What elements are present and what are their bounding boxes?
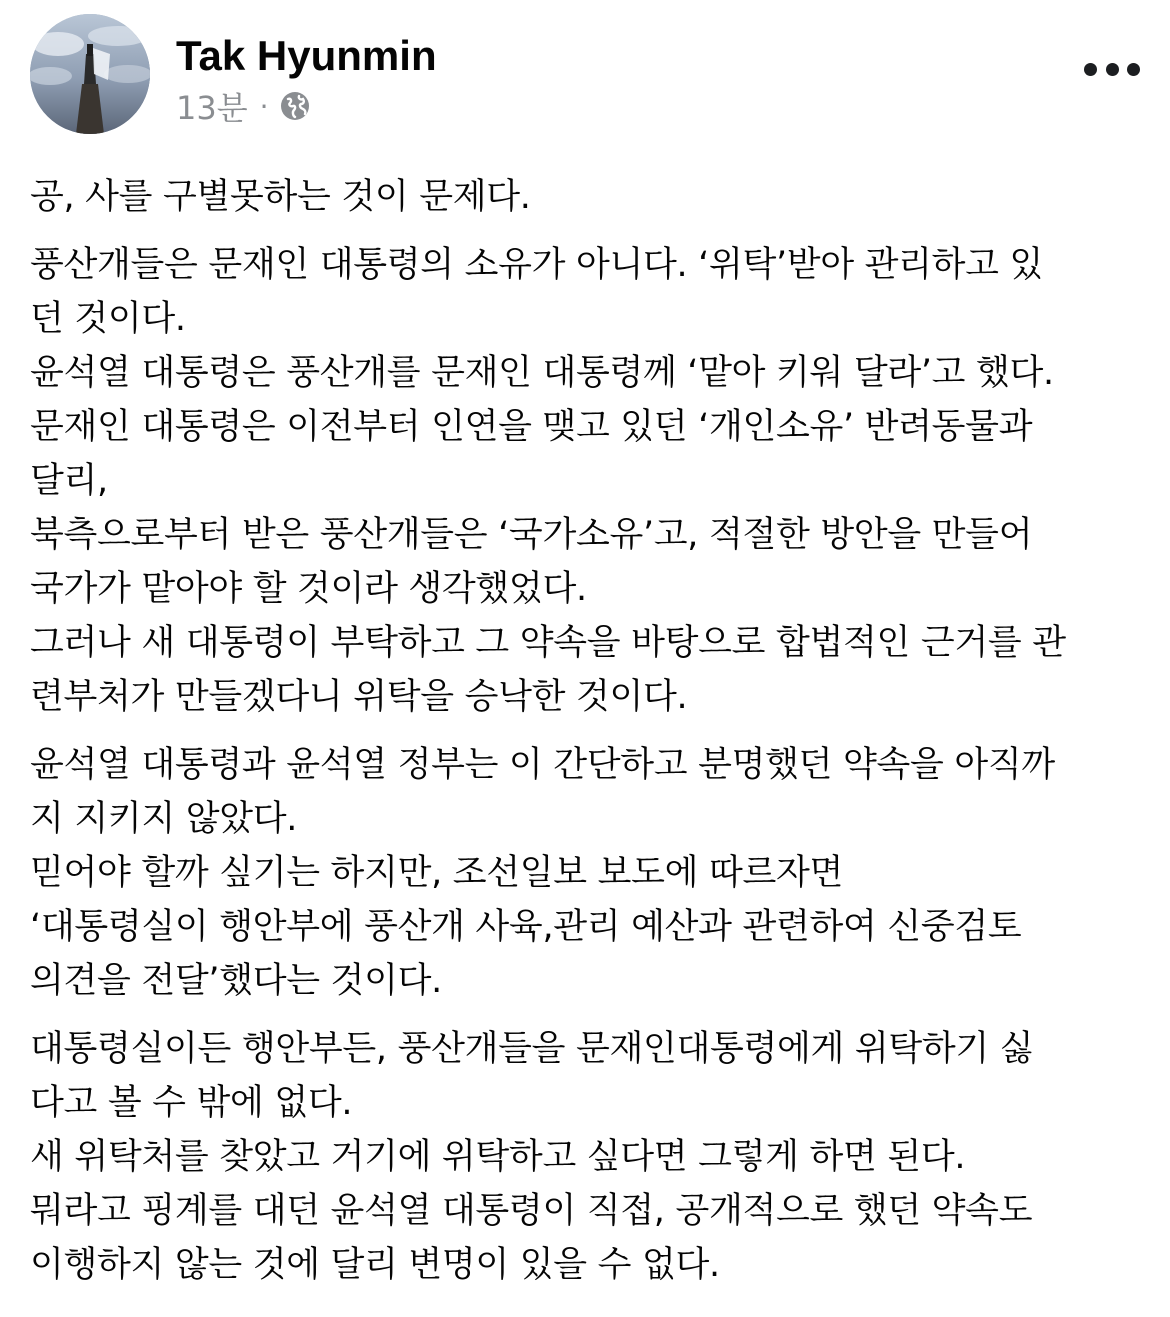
- text-line: 련부처가 만들겠다니 위탁을 승낙한 것이다.: [30, 677, 688, 717]
- text-line: 공, 사를 구별못하는 것이 문제다.: [30, 177, 531, 217]
- paragraph: [30, 738, 1145, 1008]
- text-line: 그러나 새 대통령이 부탁하고 그 약속을 바탕으로 합법적인 근거를 관: [30, 623, 1066, 663]
- post-body: [30, 170, 1145, 1292]
- post-header: [30, 14, 1140, 138]
- text-line: ‘대통령실이 행안부에 풍산개 사육,관리 예산과 관련하여 신중검토: [30, 907, 1022, 947]
- text-line: 국가가 맡아야 할 것이라 생각했었다.: [30, 569, 587, 609]
- text-line: 새 위탁처를 찾았고 거기에 위탁하고 싶다면 그렇게 하면 된다.: [30, 1137, 966, 1177]
- text-line: 풍산개들은 문재인 대통령의 소유가 아니다. ‘위탁’받아 관리하고 있: [30, 245, 1044, 285]
- text-line: 지 지키지 않았다.: [30, 799, 298, 839]
- paragraph: [30, 170, 1145, 224]
- text-line: 윤석열 대통령과 윤석열 정부는 이 간단하고 분명했던 약속을 아직까: [30, 745, 1055, 785]
- post-meta: [176, 86, 311, 126]
- author-avatar[interactable]: [30, 14, 150, 134]
- text-line: 던 것이다.: [30, 299, 186, 339]
- meta-separator: ·: [259, 89, 269, 123]
- avatar-image: [30, 14, 150, 134]
- author-name[interactable]: Tak Hyunmin: [176, 32, 437, 79]
- text-line: 의견을 전달’했다는 것이다.: [30, 961, 442, 1001]
- text-line: 뭐라고 핑계를 대던 윤석열 대통령이 직접, 공개적으로 했던 약속도: [30, 1191, 1033, 1231]
- text-line: 윤석열 대통령은 풍산개를 문재인 대통령께 ‘맡아 키워 달라’고 했다.: [30, 353, 1054, 393]
- more-dot: [1127, 63, 1140, 76]
- text-line: 이행하지 않는 것에 달리 변명이 있을 수 없다.: [30, 1245, 720, 1285]
- paragraph: [30, 1022, 1145, 1292]
- more-dot: [1106, 63, 1119, 76]
- text-line: 북측으로부터 받은 풍산개들은 ‘국가소유’고, 적절한 방안을 만들어: [30, 515, 1033, 555]
- paragraph: [30, 238, 1145, 724]
- more-options-icon[interactable]: [1084, 54, 1140, 84]
- text-line: 문재인 대통령은 이전부터 인연을 맺고 있던 ‘개인소유’ 반려동물과: [30, 407, 1033, 447]
- text-line: 믿어야 할까 싶기는 하지만, 조선일보 보도에 따르자면: [30, 853, 844, 893]
- globe-icon[interactable]: [279, 90, 311, 122]
- post-timestamp[interactable]: 13분: [176, 89, 248, 127]
- more-dot: [1084, 63, 1097, 76]
- text-line: 대통령실이든 행안부든, 풍산개들을 문재인대통령에게 위탁하기 싫: [30, 1029, 1034, 1069]
- text-line: 달리,: [30, 461, 108, 501]
- text-line: 다고 볼 수 밖에 없다.: [30, 1083, 353, 1123]
